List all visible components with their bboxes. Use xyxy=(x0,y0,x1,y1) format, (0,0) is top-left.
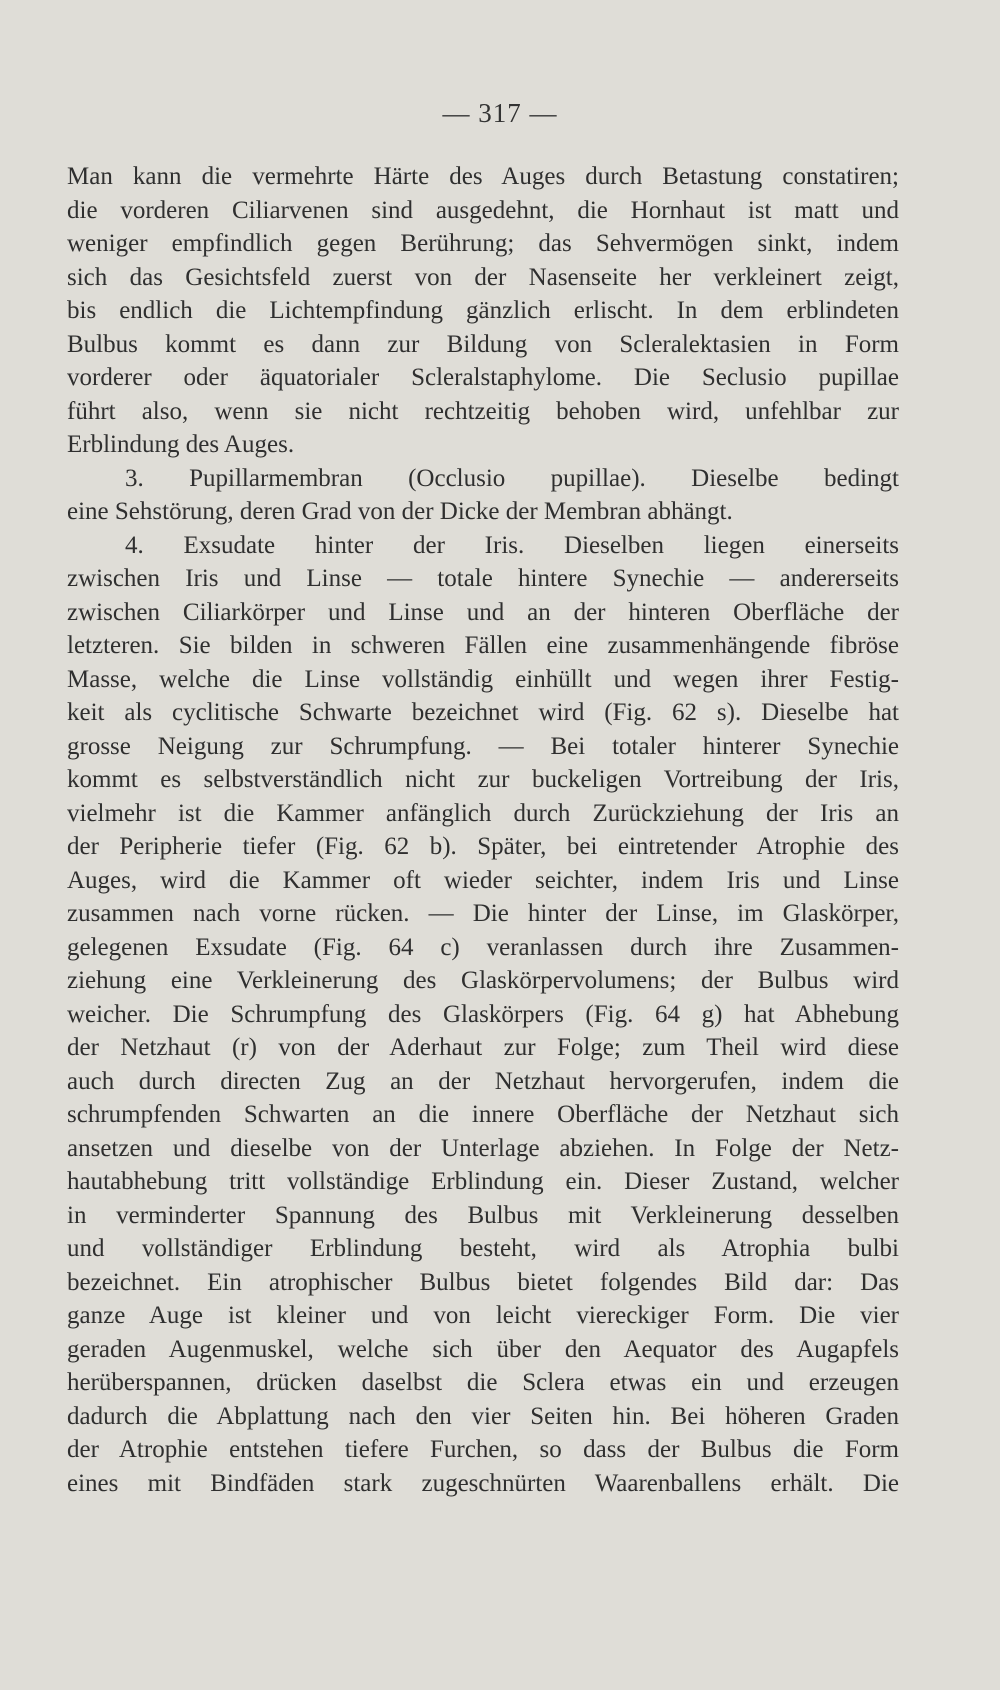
text-line: zusammen nach vorne rücken. — Die hinter der Linse, im Glaskörper, xyxy=(67,900,899,927)
text-line: Man kann die vermehrte Härte des Auges durch Betastung constatiren; xyxy=(67,163,899,190)
text-line: schrumpfenden Schwarten an die innere Oberfläche der Netzhaut sich xyxy=(67,1101,899,1128)
text-line: Auges, wird die Kammer oft wieder seichter, indem Iris und Linse xyxy=(67,866,899,894)
text-line: und vollständiger Erblindung besteht, wird als Atrophia bulbi xyxy=(67,1235,899,1262)
text-line: geraden Augenmuskel, welche sich über den Aequator des Augapfels xyxy=(67,1335,899,1363)
text-line: ganze Auge ist kleiner und von leicht viereckiger Form. Die vier xyxy=(67,1302,899,1329)
text-line: zwischen Iris und Linse — totale hintere Synechie — andererseits xyxy=(67,565,899,592)
text-line: kommt es selbstverständlich nicht zur buckeligen Vortreibung der Iris, xyxy=(67,766,899,793)
text-line: bezeichnet. Ein atrophischer Bulbus bietet folgendes Bild dar: Das xyxy=(67,1268,899,1296)
text-line: vielmehr ist die Kammer anfänglich durch Zurückziehung der Iris an xyxy=(67,799,899,827)
text-line: letzteren. Sie bilden in schweren Fällen eine zusammenhängende fibröse xyxy=(67,632,899,659)
text-line: 3. Pupillarmembran (Occlusio pupillae). Dieselbe bedingt xyxy=(125,464,899,492)
text-line: Erblindung des Auges. xyxy=(67,431,295,458)
text-line: hautabhebung tritt vollständige Erblindung ein. Dieser Zustand, welcher xyxy=(67,1168,899,1195)
text-line: eines mit Bindfäden stark zugeschnürten Waarenballens erhält. Die xyxy=(67,1469,899,1497)
text-line: in verminderter Spannung des Bulbus mit Verkleinerung desselben xyxy=(67,1201,899,1229)
text-line: der Peripherie tiefer (Fig. 62 b). Später, bei eintretender Atrophie des xyxy=(67,833,899,860)
text-line: vorderer oder äquatorialer Scleralstaphylome. Die Seclusio pupillae xyxy=(67,364,899,391)
text-line: führt also, wenn sie nicht rechtzeitig behoben wird, unfehlbar zur xyxy=(67,397,899,425)
text-line: gelegenen Exsudate (Fig. 64 c) veranlassen durch ihre Zusammen- xyxy=(67,933,899,961)
text-line: ansetzen und dieselbe von der Unterlage abziehen. In Folge der Netz- xyxy=(67,1134,899,1162)
text-line: auch durch directen Zug an der Netzhaut hervorgerufen, indem die xyxy=(67,1067,899,1095)
page-number: — 317 — xyxy=(442,98,558,128)
text-line: grosse Neigung zur Schrumpfung. — Bei totaler hinterer Synechie xyxy=(67,732,899,760)
text-line: eine Sehstörung, deren Grad von der Dicke der Membran abhängt. xyxy=(67,498,733,525)
text-line: sich das Gesichtsfeld zuerst von der Nasenseite her verkleinert zeigt, xyxy=(67,263,899,291)
text-line: weniger empfindlich gegen Berührung; das Sehvermögen sinkt, indem xyxy=(67,230,899,257)
body-text xyxy=(67,160,899,1500)
text-line: herüberspannen, drücken daselbst die Sclera etwas ein und erzeugen xyxy=(67,1369,899,1396)
text-line: die vorderen Ciliarvenen sind ausgedehnt, die Hornhaut ist matt und xyxy=(67,196,899,224)
text-line: der Atrophie entstehen tiefere Furchen, so dass der Bulbus die Form xyxy=(67,1436,899,1463)
text-line: zwischen Ciliarkörper und Linse und an der hinteren Oberfläche der xyxy=(67,598,899,626)
text-line: der Netzhaut (r) von der Aderhaut zur Folge; zum Theil wird diese xyxy=(67,1034,899,1061)
text-line: Masse, welche die Linse vollständig einhüllt und wegen ihrer Festig- xyxy=(67,665,899,693)
text-line: weicher. Die Schrumpfung des Glaskörpers (Fig. 64 g) hat Abhebung xyxy=(67,1000,899,1028)
text-line: 4. Exsudate hinter der Iris. Dieselben liegen einerseits xyxy=(125,531,899,559)
text-line: bis endlich die Lichtempfindung gänzlich erlischt. In dem erblindeten xyxy=(67,297,899,324)
text-line: ziehung eine Verkleinerung des Glaskörpervolumens; der Bulbus wird xyxy=(67,967,899,994)
text-line: keit als cyclitische Schwarte bezeichnet wird (Fig. 62 s). Dieselbe hat xyxy=(67,699,899,726)
text-line: Bulbus kommt es dann zur Bildung von Scleralektasien in Form xyxy=(67,330,899,358)
text-line: dadurch die Abplattung nach den vier Seiten hin. Bei höheren Graden xyxy=(67,1402,899,1430)
